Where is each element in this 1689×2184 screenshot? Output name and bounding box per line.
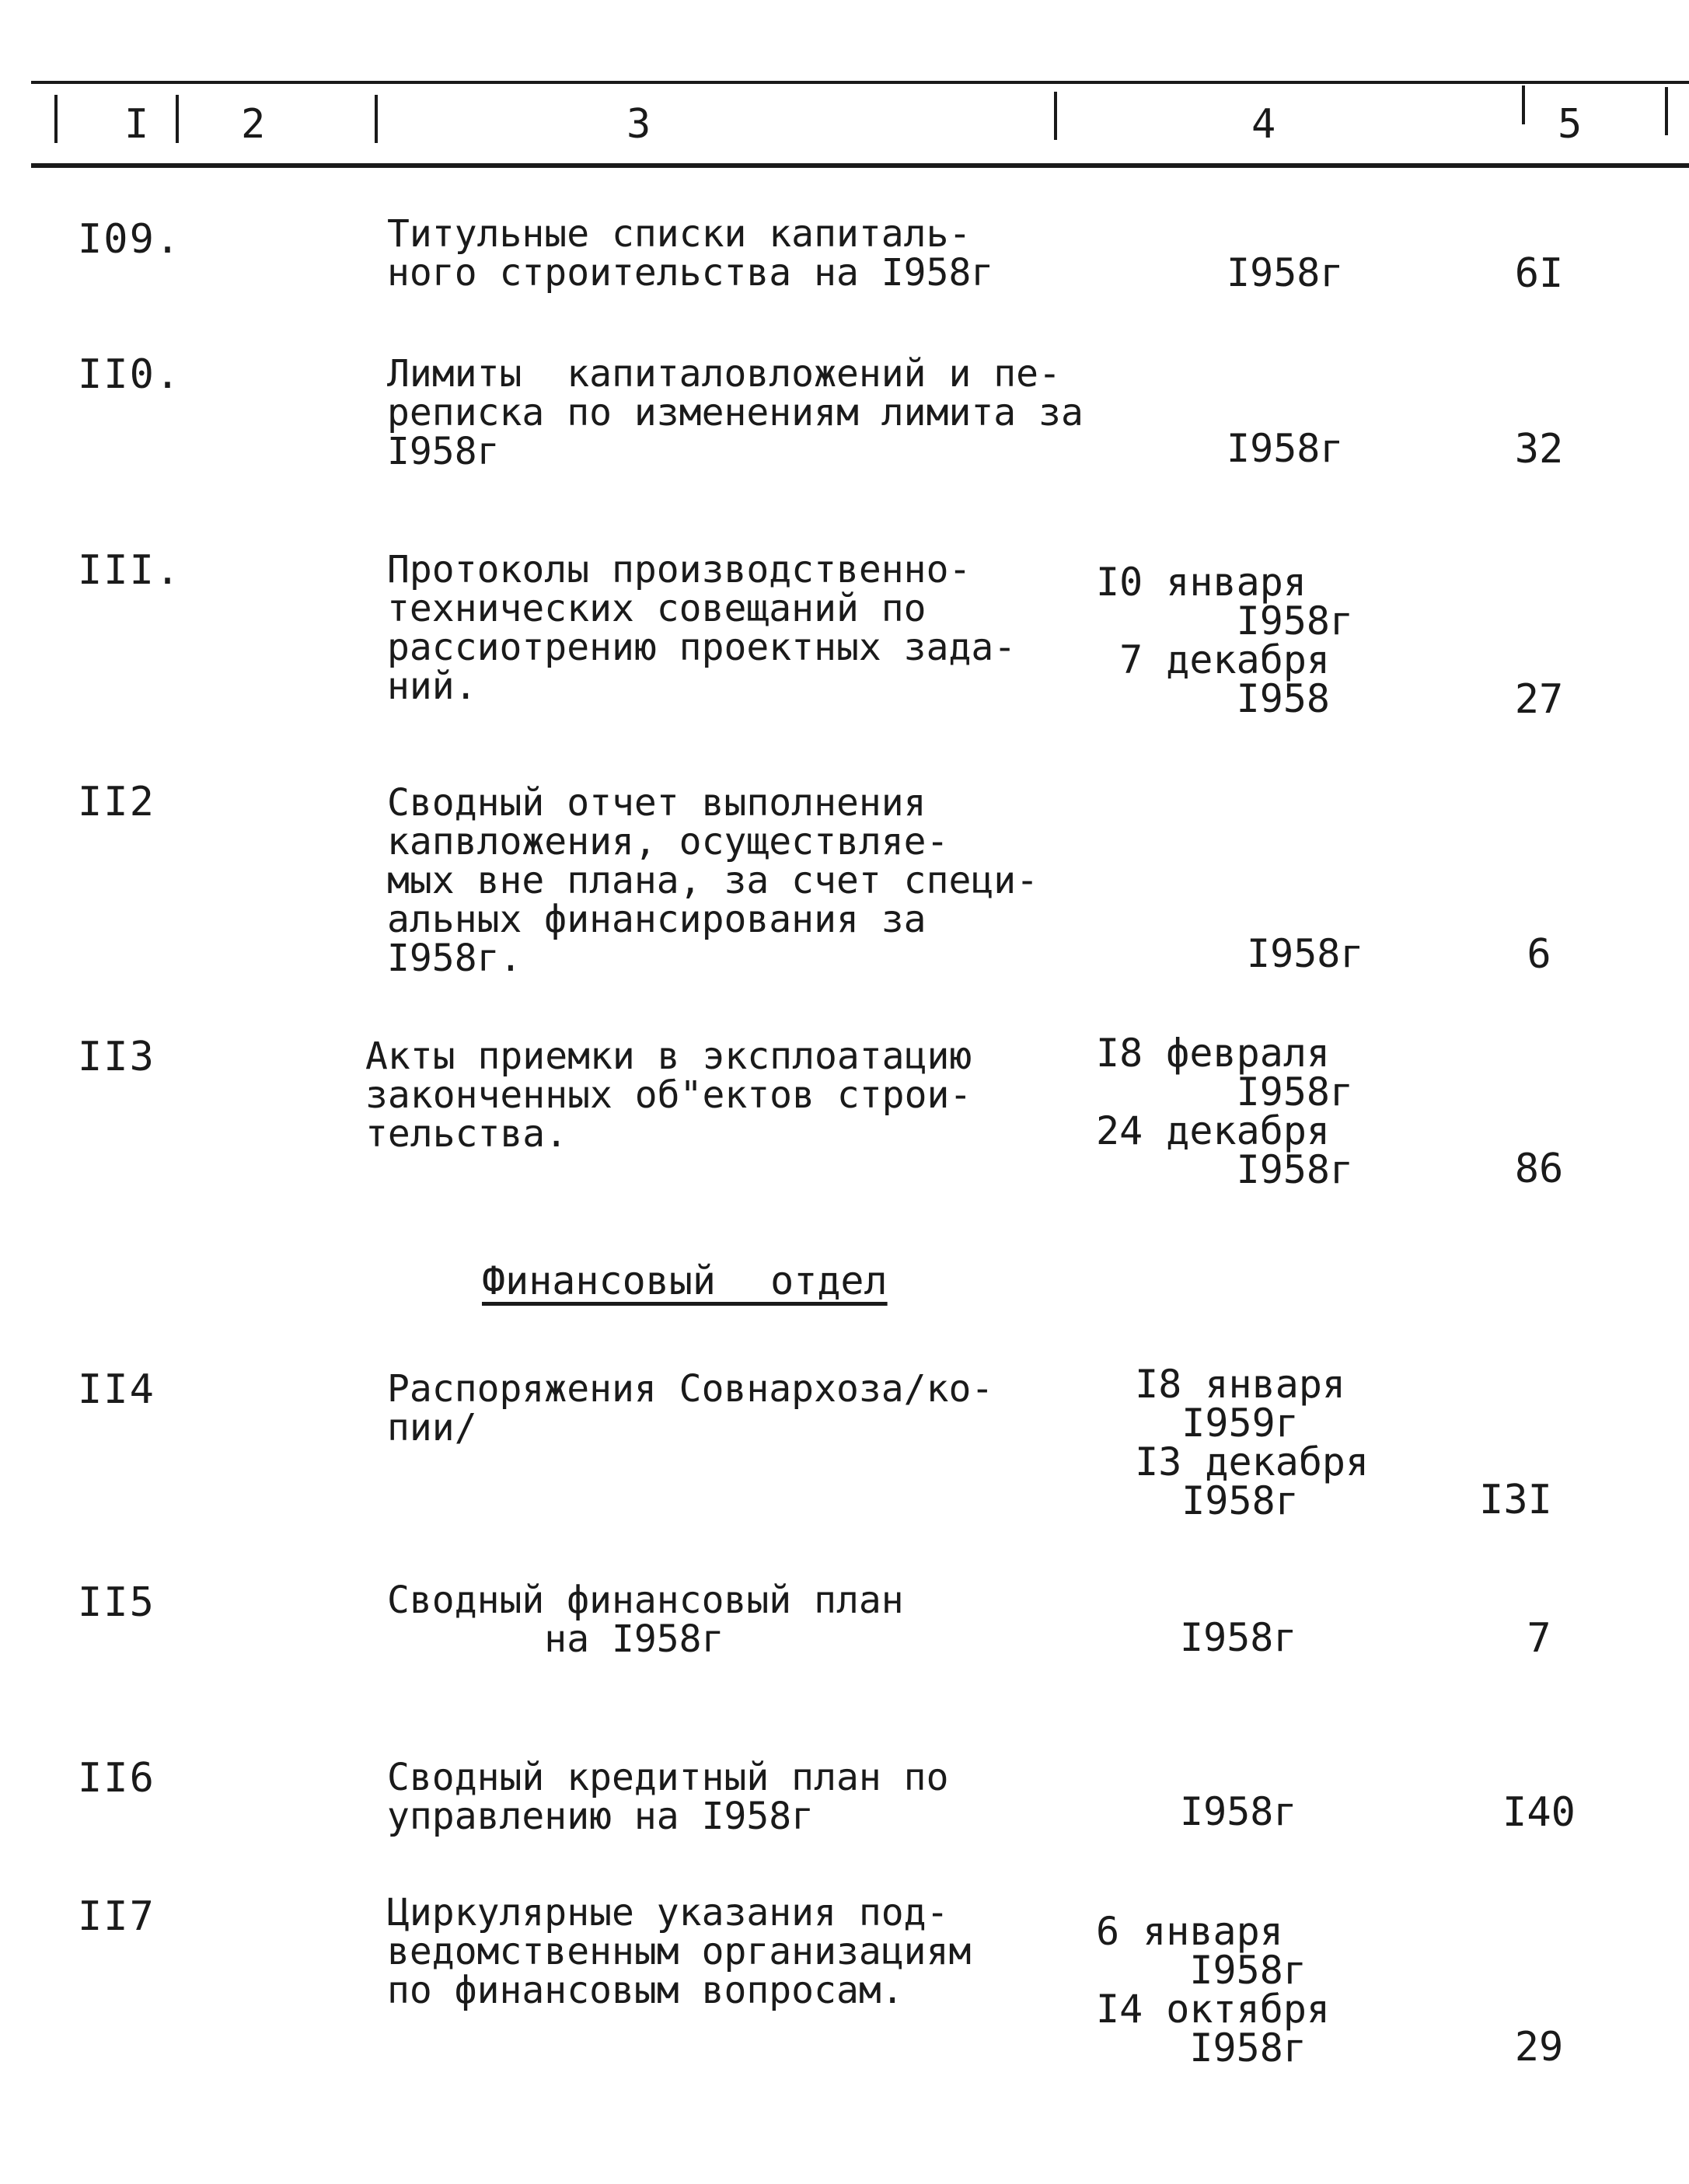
- header-separator: [375, 95, 378, 143]
- row-number: II4: [78, 1366, 155, 1413]
- section-heading: Финансовый отдел: [482, 1258, 888, 1303]
- row-date: I958г: [1227, 250, 1344, 295]
- row-title: Сводный отчет выполнения капвложения, осуществляе- мых вне плана, за счет специ- альных финансирования за I958г.: [387, 781, 1039, 980]
- row-number: I09.: [78, 216, 182, 263]
- row-sheet-count: I3I: [1479, 1477, 1552, 1523]
- row-number: II7: [78, 1893, 155, 1940]
- row-date: I958г: [1180, 1615, 1297, 1660]
- header-col-2: 2: [241, 101, 266, 148]
- row-date: I958г: [1247, 931, 1364, 976]
- header-top-rule: [31, 81, 1689, 84]
- row-title: Акты приемки в эксплоатацию законченных об"ектов строи- тельства.: [365, 1034, 972, 1156]
- row-number: II6: [78, 1755, 155, 1802]
- row-number: II0.: [78, 351, 182, 398]
- row-number: II2: [78, 779, 155, 825]
- row-number: II5: [78, 1579, 155, 1626]
- row-date: I8 февраля I958г 24 декабря I958г: [1096, 1031, 1354, 1192]
- row-sheet-count: 6I: [1514, 250, 1564, 297]
- header-col-1: I: [124, 101, 149, 148]
- header-bottom-rule: [31, 163, 1689, 168]
- header-separator: [1665, 87, 1668, 135]
- row-date: 6 января I958г I4 октября I958г: [1096, 1909, 1331, 2071]
- header-col-5: 5: [1558, 101, 1583, 148]
- row-title: Титульные списки капиталь- ного строительства на I958г: [387, 212, 994, 295]
- row-title: Сводный финансовый план на I958г: [387, 1579, 904, 1661]
- row-title: Циркулярные указания под- ведомственным организациям по финансовым вопросам.: [387, 1891, 972, 2012]
- header-separator: [176, 95, 179, 143]
- row-date: I958г: [1227, 426, 1344, 471]
- row-title: Сводный кредитный план по управлению на I958г: [387, 1756, 949, 1838]
- row-sheet-count: 86: [1514, 1146, 1564, 1192]
- header-separator: [1522, 85, 1525, 124]
- row-sheet-count: 27: [1514, 676, 1564, 723]
- header-separator: [1054, 92, 1057, 140]
- row-title: Распоряжения Совнархоза/ко- пии/: [387, 1367, 994, 1450]
- row-date: I8 января I959г I3 декабря I958г: [1135, 1362, 1370, 1523]
- row-date: I0 января I958г 7 декабря I958: [1096, 560, 1354, 721]
- row-date: I958г: [1180, 1789, 1297, 1834]
- header-col-3: 3: [626, 101, 651, 148]
- row-title: Лимиты капиталовложений и пе- реписка по изменениям лимита за I958г: [387, 352, 1084, 473]
- row-number: II3: [78, 1034, 155, 1080]
- row-sheet-count: 6: [1527, 931, 1551, 978]
- row-sheet-count: 29: [1514, 2024, 1564, 2071]
- row-sheet-count: I40: [1502, 1789, 1576, 1836]
- row-number: III.: [78, 547, 182, 594]
- row-sheet-count: 32: [1514, 426, 1564, 473]
- header-separator: [54, 95, 58, 143]
- row-title: Протоколы производственно- технических совещаний по рассиотрению проектных зада- ний.: [387, 548, 1017, 708]
- header-col-4: 4: [1251, 101, 1276, 148]
- row-sheet-count: 7: [1527, 1615, 1551, 1662]
